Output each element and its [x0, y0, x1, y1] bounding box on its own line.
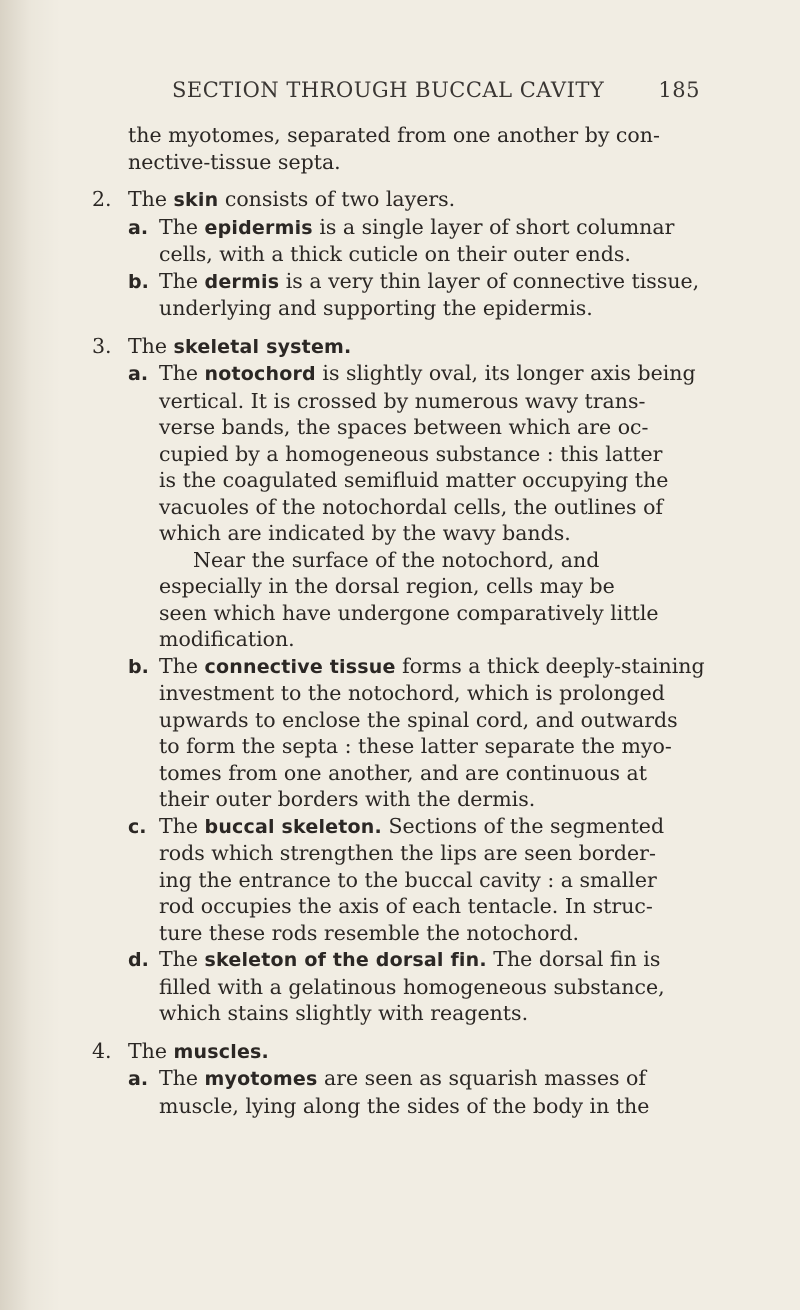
section-number: 4. [92, 1038, 112, 1063]
text-line: ture these rods resemble the notochord. [159, 920, 579, 945]
section-3c: c. The buccal skeleton. Sections of the segmented [0, 813, 800, 841]
text-line: seen which have undergone comparatively little [159, 600, 659, 625]
section-3-heading: 3. The skeletal system. [92, 333, 352, 358]
item-letter: a. [128, 363, 149, 385]
text-line: modification. [159, 627, 295, 651]
body-text [0, 122, 800, 1119]
text-line: vacuoles of the notochordal cells, the outlines of [159, 494, 664, 519]
text-line: cells, with a thick cuticle on their outer ends. [159, 242, 631, 266]
item-letter: b. [128, 655, 149, 678]
section-4-heading: 4. The muscles. [92, 1038, 269, 1063]
text-line: underlying and supporting the epidermis. [159, 296, 593, 320]
text-line: to form the septa : these latter separate the myo- [159, 734, 672, 758]
page-number: 185 [658, 78, 700, 102]
section-4a: a. The myotomes are seen as squarish masses of [0, 1065, 800, 1093]
text-line: especially in the dorsal region, cells may be [159, 574, 615, 598]
item-letter: a. [128, 216, 149, 239]
item-letter: d. [128, 949, 149, 971]
section-3a: a. The notochord is slightly oval, its longer axis being [0, 360, 800, 388]
section-number: 2. [92, 187, 112, 211]
text-line: nective-tissue septa. [128, 149, 341, 174]
text-line: rod occupies the axis of each tentacle. In struc- [159, 894, 653, 918]
item-letter: a. [128, 1068, 149, 1090]
text-line: ing the entrance to the buccal cavity : a smaller [159, 867, 657, 892]
text-line: muscle, lying along the sides of the body in the [159, 1093, 650, 1118]
text-line: is the coagulated semifluid matter occupying the [159, 468, 669, 492]
text-line: cupied by a homogeneous substance : this latter [159, 441, 663, 466]
section-2-heading: 2. The skin consists of two layers. [92, 187, 456, 211]
section-3b: b. The connective tissue forms a thick deeply-staining [0, 653, 800, 681]
item-letter: b. [128, 270, 149, 293]
text-line: which are indicated by the wavy bands. [159, 521, 571, 545]
text-line: their outer borders with the dermis. [159, 787, 536, 811]
section-number: 3. [92, 333, 112, 358]
section-2b: b. The dermis is a very thin layer of connective tissue, [0, 268, 800, 296]
text-line: the myotomes, separated from one another by con- [128, 123, 660, 147]
text-line: which stains slightly with reagents. [159, 1001, 529, 1025]
section-3d: d. The skeleton of the dorsal fin. The dorsal fin is [0, 946, 800, 974]
running-header [172, 78, 700, 108]
item-letter: c. [128, 815, 147, 838]
text-line: tomes from one another, and are continuous at [159, 760, 647, 785]
text-line: Near the surface of the notochord, and [193, 547, 600, 572]
running-title: SECTION THROUGH BUCCAL CAVITY [172, 78, 605, 102]
text-line: investment to the notochord, which is prolonged [159, 681, 665, 705]
text-line: vertical. It is crossed by numerous wavy trans- [159, 388, 646, 413]
section-2a: a. The epidermis is a single layer of short columnar [0, 214, 800, 242]
text-line: filled with a gelatinous homogeneous substance, [159, 974, 665, 999]
text-line: rods which strengthen the lips are seen border- [159, 841, 656, 865]
text-line: verse bands, the spaces between which are oc- [159, 415, 649, 439]
text-line: upwards to enclose the spinal cord, and outwards [159, 707, 678, 732]
